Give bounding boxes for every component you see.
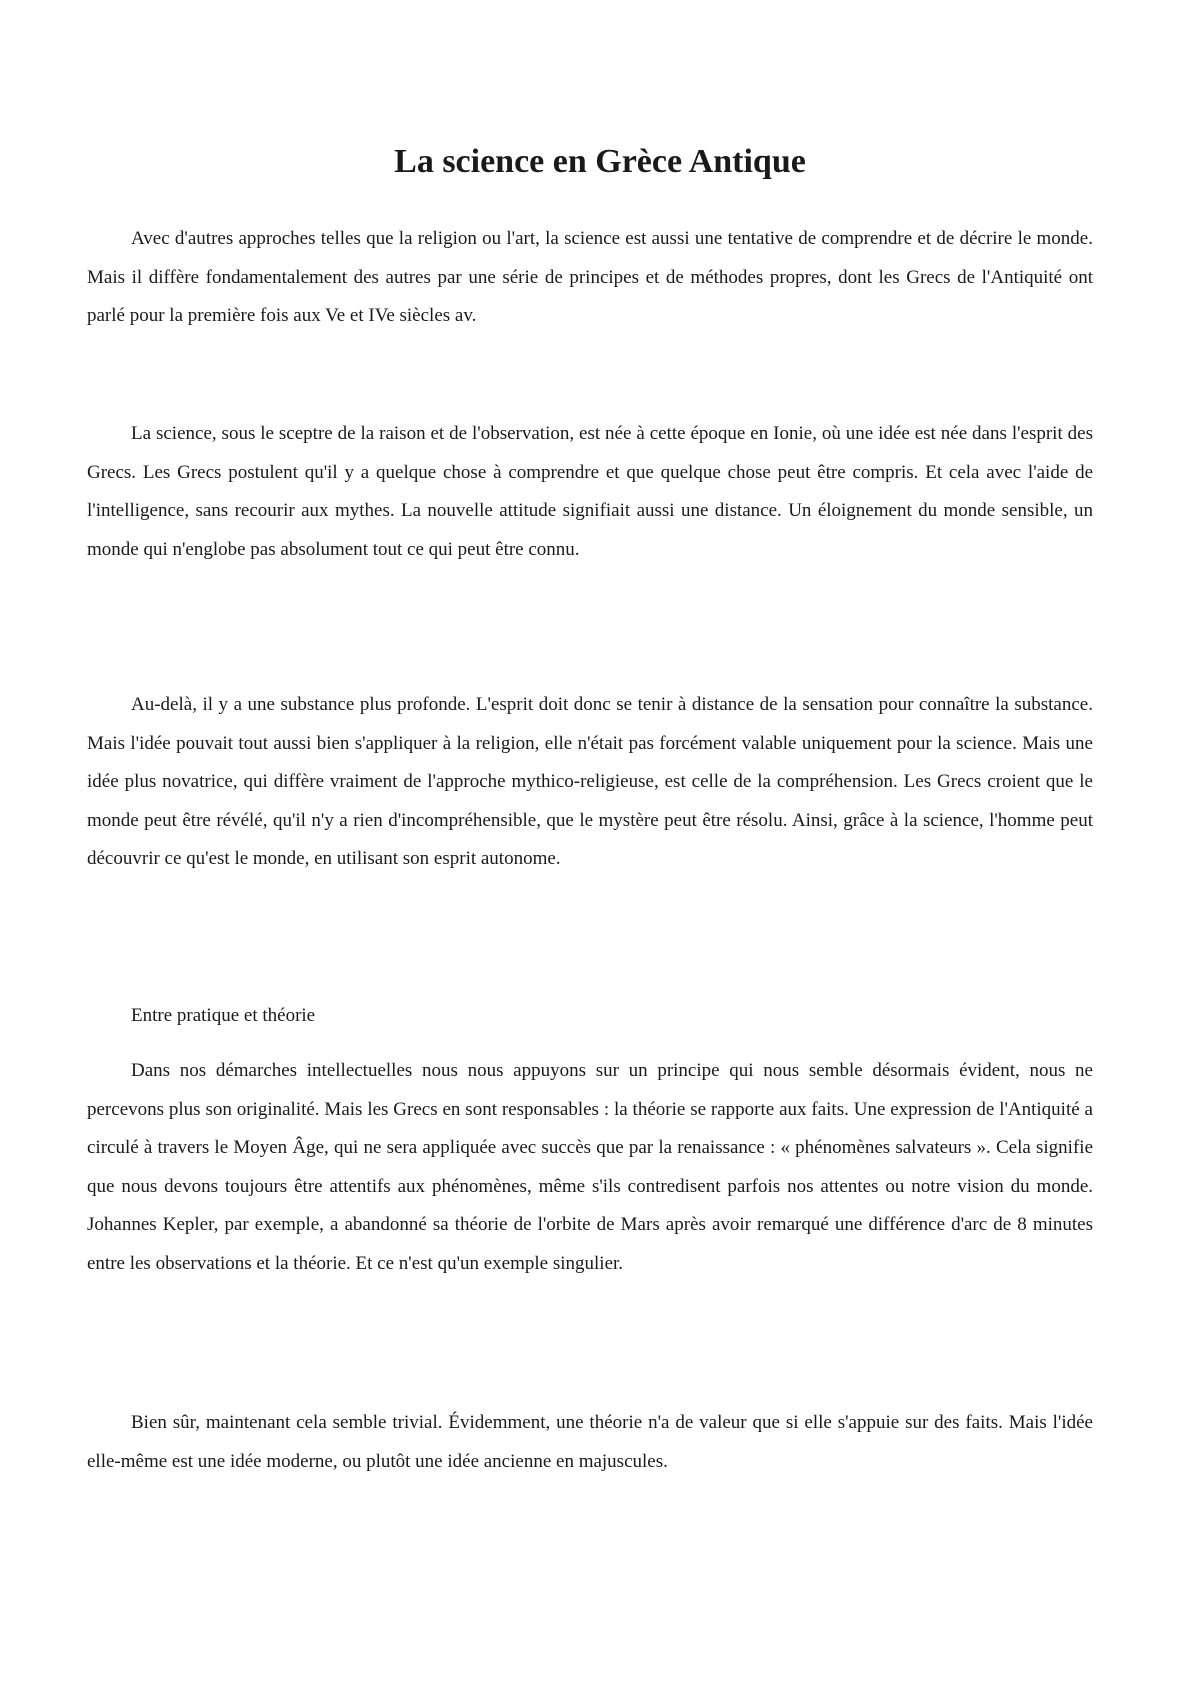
paragraph-intro: Avec d'autres approches telles que la religion ou l'art, la science est aussi une tentative de comprendre et de décrire le monde. Mais il diffère fondamentalement des autres par une série de principes et de méthodes propres, dont les Grecs de l'Antiquité ont parlé pour la première fois aux Ve et IVe siècles av. bbox=[87, 228, 1093, 326]
paragraph-conclusion: Bien sûr, maintenant cela semble trivial. Évidemment, une théorie n'a de valeur que si elle s'appuie sur des faits. Mais l'idée elle-même est une idée moderne, ou plutôt une idée ancienne en majuscules. bbox=[87, 1412, 1093, 1472]
paragraph-substance: Au-delà, il y a une substance plus profonde. L'esprit doit donc se tenir à distance de la sensation pour connaître la substance. Mais l'idée pouvait tout aussi bien s'appliquer à la religion, elle n'était pas forcément valable uniquement pour la science. Mais une idée plus novatrice, qui diffère vraiment de l'approche mythico-religieuse, est celle de la compréhension. Les Grecs croient que le monde peut être révélé, qu'il n'y a rien d'incompréhensible, que le mystère peut être résolu. Ainsi, grâce à la science, l'homme peut découvrir ce qu'est le monde, en utilisant son esprit autonome. bbox=[87, 694, 1093, 869]
paragraph-theorie: Dans nos démarches intellectuelles nous nous appuyons sur un principe qui nous semble désormais évident, nous ne percevons plus son originalité. Mais les Grecs en sont responsables : la théorie se rapporte aux faits. Une expression de l'Antiquité a circulé à travers le Moyen Âge, qui ne sera appliquée avec succès que par la renaissance : « phénomènes salvateurs ». Cela signifie que nous devons toujours être attentifs aux phénomènes, même s'ils contredisent parfois nos attentes ou notre vision du monde. Johannes Kepler, par exemple, a abandonné sa théorie de l'orbite de Mars après avoir remarqué une différence d'arc de 8 minutes entre les observations et la théorie. Et ce n'est qu'un exemple singulier. bbox=[87, 1060, 1093, 1274]
section-heading: Entre pratique et théorie bbox=[131, 1005, 316, 1026]
paragraph-ionie: La science, sous le sceptre de la raison et de l'observation, est née à cette époque en Ionie, où une idée est née dans l'esprit des Grecs. Les Grecs postulent qu'il y a quelque chose à comprendre et que quelque chose peut être compris. Et cela avec l'aide de l'intelligence, sans recourir aux mythes. La nouvelle attitude signifiait aussi une distance. Un éloignement du monde sensible, un monde qui n'englobe pas absolument tout ce qui peut être connu. bbox=[87, 423, 1093, 560]
page-title: La science en Grèce Antique bbox=[394, 143, 806, 180]
